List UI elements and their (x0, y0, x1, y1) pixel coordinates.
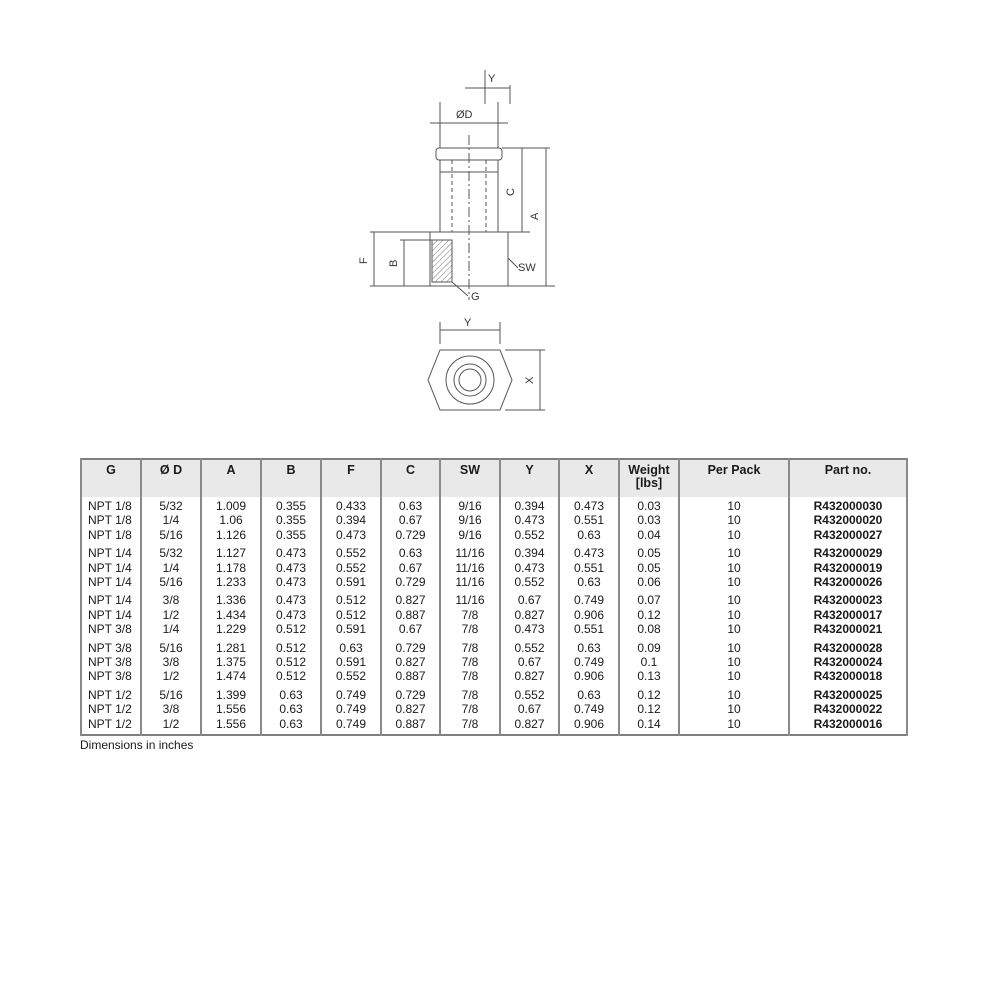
table-cell: R432000030 (789, 497, 907, 513)
table-cell: 0.394 (500, 542, 559, 560)
table-cell: R432000017 (789, 608, 907, 622)
table-cell: 7/8 (440, 622, 500, 636)
table-cell: 0.512 (261, 622, 321, 636)
column-header: Per Pack (679, 459, 789, 497)
column-header: C (381, 459, 440, 497)
table-cell: 0.729 (381, 528, 440, 542)
table-header-row (81, 459, 907, 497)
table-cell: 0.67 (381, 561, 440, 575)
table-cell: R432000025 (789, 684, 907, 702)
table-cell: 10 (679, 542, 789, 560)
table-cell: 0.906 (559, 608, 619, 622)
table-cell: NPT 1/2 (81, 684, 141, 702)
dimensions-note: Dimensions in inches (80, 738, 194, 752)
spec-table-container (80, 458, 906, 736)
table-cell: 0.729 (381, 684, 440, 702)
table-cell: NPT 3/8 (81, 622, 141, 636)
table-cell: 0.749 (559, 702, 619, 716)
table-cell: 0.551 (559, 513, 619, 527)
table-row (81, 655, 907, 669)
table-cell: 0.63 (381, 542, 440, 560)
table-cell: R432000020 (789, 513, 907, 527)
sw-leader-line (508, 258, 518, 268)
table-cell: 0.12 (619, 702, 679, 716)
table-cell: NPT 1/2 (81, 702, 141, 716)
table-cell: NPT 1/4 (81, 575, 141, 589)
column-header: B (261, 459, 321, 497)
table-cell: NPT 1/2 (81, 717, 141, 735)
table-cell: 0.09 (619, 637, 679, 655)
table-cell: 0.473 (261, 608, 321, 622)
table-cell: 10 (679, 513, 789, 527)
table-cell: R432000026 (789, 575, 907, 589)
table-cell: 0.473 (261, 542, 321, 560)
table-row (81, 669, 907, 683)
table-cell: 0.512 (321, 589, 381, 607)
table-cell: R432000024 (789, 655, 907, 669)
table-cell: 0.827 (381, 702, 440, 716)
table-cell: 1.127 (201, 542, 261, 560)
table-cell: 1.556 (201, 702, 261, 716)
table-cell: 0.63 (559, 528, 619, 542)
table-cell: R432000022 (789, 702, 907, 716)
table-cell: NPT 3/8 (81, 637, 141, 655)
table-cell: 7/8 (440, 669, 500, 683)
table-cell: 1.399 (201, 684, 261, 702)
table-cell: 0.473 (559, 497, 619, 513)
table-cell: 0.473 (321, 528, 381, 542)
table-row (81, 622, 907, 636)
table-cell: 7/8 (440, 655, 500, 669)
table-cell: 7/8 (440, 608, 500, 622)
table-row (81, 528, 907, 542)
table-cell: 0.729 (381, 637, 440, 655)
table-cell: 0.03 (619, 513, 679, 527)
table-cell: 11/16 (440, 561, 500, 575)
table-cell: R432000018 (789, 669, 907, 683)
table-cell: R432000027 (789, 528, 907, 542)
label-g: G (471, 291, 480, 303)
column-header: Weight [lbs] (619, 459, 679, 497)
table-cell: 3/8 (141, 702, 201, 716)
table-row (81, 513, 907, 527)
table-cell: 0.13 (619, 669, 679, 683)
table-cell: 0.906 (559, 669, 619, 683)
table-cell: 0.749 (321, 684, 381, 702)
table-cell: 0.63 (261, 702, 321, 716)
table-cell: 0.63 (559, 637, 619, 655)
column-header: X (559, 459, 619, 497)
table-cell: 0.887 (381, 669, 440, 683)
table-cell: R432000028 (789, 637, 907, 655)
table-cell: 3/8 (141, 589, 201, 607)
label-sw: SW (518, 262, 536, 274)
table-cell: 1.06 (201, 513, 261, 527)
table-row (81, 637, 907, 655)
table-cell: 0.14 (619, 717, 679, 735)
table-cell: 0.08 (619, 622, 679, 636)
table-cell: 0.473 (559, 542, 619, 560)
g-leader-line (452, 282, 468, 296)
table-cell: 0.552 (321, 669, 381, 683)
table-row (81, 561, 907, 575)
table-cell: NPT 1/4 (81, 561, 141, 575)
table-cell: 0.63 (261, 684, 321, 702)
table-cell: 0.05 (619, 542, 679, 560)
label-y-top: Y (488, 73, 496, 85)
table-cell: 0.552 (321, 542, 381, 560)
column-header: Part no. (789, 459, 907, 497)
table-cell: 9/16 (440, 513, 500, 527)
table-cell: 0.473 (261, 575, 321, 589)
table-cell: 0.749 (321, 702, 381, 716)
label-f: F (358, 257, 370, 264)
table-cell: 0.63 (559, 684, 619, 702)
table-cell: 1/2 (141, 669, 201, 683)
column-header: A (201, 459, 261, 497)
table-cell: 10 (679, 497, 789, 513)
table-cell: 0.749 (559, 589, 619, 607)
table-cell: 0.552 (500, 684, 559, 702)
table-cell: 10 (679, 608, 789, 622)
table-cell: 0.63 (381, 497, 440, 513)
table-cell: 0.591 (321, 575, 381, 589)
column-header: G (81, 459, 141, 497)
table-cell: 0.355 (261, 497, 321, 513)
table-row (81, 589, 907, 607)
table-cell: 1.281 (201, 637, 261, 655)
table-cell: NPT 1/8 (81, 513, 141, 527)
table-cell: 5/16 (141, 575, 201, 589)
table-cell: 10 (679, 655, 789, 669)
table-row (81, 608, 907, 622)
technical-drawing (340, 60, 580, 430)
fitting-drawing-svg (340, 60, 580, 430)
table-cell: 0.67 (381, 622, 440, 636)
table-cell: 1.556 (201, 717, 261, 735)
table-cell: 0.05 (619, 561, 679, 575)
table-cell: 0.827 (381, 655, 440, 669)
table-cell: NPT 1/4 (81, 608, 141, 622)
table-cell: 0.63 (321, 637, 381, 655)
table-cell: 0.06 (619, 575, 679, 589)
table-cell: 0.551 (559, 622, 619, 636)
table-row (81, 542, 907, 560)
table-cell: 11/16 (440, 542, 500, 560)
table-cell: 0.394 (500, 497, 559, 513)
table-cell: 0.749 (559, 655, 619, 669)
table-cell: 0.827 (500, 608, 559, 622)
table-row (81, 684, 907, 702)
table-cell: 0.473 (500, 561, 559, 575)
table-cell: 0.12 (619, 684, 679, 702)
table-cell: 0.906 (559, 717, 619, 735)
table-cell: 0.887 (381, 608, 440, 622)
table-cell: 5/16 (141, 637, 201, 655)
table-cell: 1.375 (201, 655, 261, 669)
table-cell: 0.473 (261, 561, 321, 575)
table-cell: 0.512 (261, 669, 321, 683)
label-b: B (388, 259, 400, 267)
table-cell: 0.749 (321, 717, 381, 735)
table-cell: 0.552 (321, 561, 381, 575)
table-cell: 0.67 (500, 589, 559, 607)
table-cell: 1.474 (201, 669, 261, 683)
table-cell: 10 (679, 575, 789, 589)
table-cell: NPT 3/8 (81, 669, 141, 683)
table-body (81, 497, 907, 735)
table-cell: 10 (679, 702, 789, 716)
table-cell: 0.67 (500, 702, 559, 716)
column-header: Y (500, 459, 559, 497)
table-cell: 10 (679, 622, 789, 636)
table-cell: NPT 1/8 (81, 497, 141, 513)
table-cell: 7/8 (440, 637, 500, 655)
table-cell: 0.552 (500, 575, 559, 589)
table-cell: 10 (679, 589, 789, 607)
label-c: C (505, 188, 517, 196)
hex-outer-circle (446, 356, 494, 404)
table-cell: 0.07 (619, 589, 679, 607)
table-cell: 1/4 (141, 513, 201, 527)
table-row (81, 717, 907, 735)
thread-section-hatch (432, 240, 452, 282)
column-header: F (321, 459, 381, 497)
label-od: ØD (456, 109, 473, 121)
table-cell: 0.827 (500, 717, 559, 735)
table-cell: 9/16 (440, 497, 500, 513)
table-cell: 1/2 (141, 608, 201, 622)
table-cell: 0.591 (321, 655, 381, 669)
table-cell: 0.04 (619, 528, 679, 542)
table-cell: 10 (679, 561, 789, 575)
table-cell: 0.887 (381, 717, 440, 735)
table-cell: 1.233 (201, 575, 261, 589)
table-cell: 10 (679, 669, 789, 683)
table-cell: 10 (679, 717, 789, 735)
table-cell: R432000016 (789, 717, 907, 735)
table-cell: 1.178 (201, 561, 261, 575)
table-cell: 5/16 (141, 684, 201, 702)
table-cell: 0.1 (619, 655, 679, 669)
table-cell: 0.67 (500, 655, 559, 669)
table-cell: 1.336 (201, 589, 261, 607)
table-cell: 7/8 (440, 684, 500, 702)
table-cell: 0.729 (381, 575, 440, 589)
table-cell: 1.009 (201, 497, 261, 513)
table-cell: 0.433 (321, 497, 381, 513)
table-cell: 0.512 (261, 637, 321, 655)
label-y-hex: Y (464, 317, 472, 329)
table-cell: 11/16 (440, 589, 500, 607)
table-cell: 7/8 (440, 702, 500, 716)
table-cell: 0.03 (619, 497, 679, 513)
table-cell: NPT 3/8 (81, 655, 141, 669)
label-a: A (529, 212, 541, 220)
table-cell: 10 (679, 684, 789, 702)
table-cell: 0.63 (559, 575, 619, 589)
table-cell: R432000019 (789, 561, 907, 575)
table-cell: R432000029 (789, 542, 907, 560)
table-cell: 1.434 (201, 608, 261, 622)
hex-bore-circle (459, 369, 481, 391)
table-cell: 10 (679, 528, 789, 542)
table-cell: 1/2 (141, 717, 201, 735)
table-cell: 0.67 (381, 513, 440, 527)
table-cell: 5/32 (141, 542, 201, 560)
spec-table (80, 458, 908, 736)
table-cell: 5/16 (141, 528, 201, 542)
table-cell: 0.355 (261, 528, 321, 542)
table-cell: 11/16 (440, 575, 500, 589)
hex-outline (428, 350, 512, 410)
table-cell: NPT 1/8 (81, 528, 141, 542)
table-cell: 0.355 (261, 513, 321, 527)
table-cell: 0.827 (500, 669, 559, 683)
column-header: SW (440, 459, 500, 497)
table-cell: 0.552 (500, 637, 559, 655)
table-row (81, 702, 907, 716)
table-cell: NPT 1/4 (81, 542, 141, 560)
table-cell: 7/8 (440, 717, 500, 735)
table-cell: 0.591 (321, 622, 381, 636)
table-cell: 0.512 (261, 655, 321, 669)
table-cell: 0.394 (321, 513, 381, 527)
table-cell: 0.12 (619, 608, 679, 622)
table-cell: NPT 1/4 (81, 589, 141, 607)
table-cell: 1/4 (141, 622, 201, 636)
label-x: X (524, 376, 536, 384)
table-cell: R432000021 (789, 622, 907, 636)
table-cell: 0.827 (381, 589, 440, 607)
table-row (81, 575, 907, 589)
table-cell: 0.512 (321, 608, 381, 622)
table-row (81, 497, 907, 513)
table-cell: 10 (679, 637, 789, 655)
table-cell: 1.126 (201, 528, 261, 542)
table-cell: 1/4 (141, 561, 201, 575)
table-cell: 9/16 (440, 528, 500, 542)
table-cell: 5/32 (141, 497, 201, 513)
table-cell: 3/8 (141, 655, 201, 669)
table-cell: R432000023 (789, 589, 907, 607)
column-header: Ø D (141, 459, 201, 497)
table-cell: 0.552 (500, 528, 559, 542)
table-cell: 0.551 (559, 561, 619, 575)
table-cell: 0.473 (500, 622, 559, 636)
table-cell: 1.229 (201, 622, 261, 636)
table-cell: 0.473 (261, 589, 321, 607)
table-cell: 0.63 (261, 717, 321, 735)
table-cell: 0.473 (500, 513, 559, 527)
